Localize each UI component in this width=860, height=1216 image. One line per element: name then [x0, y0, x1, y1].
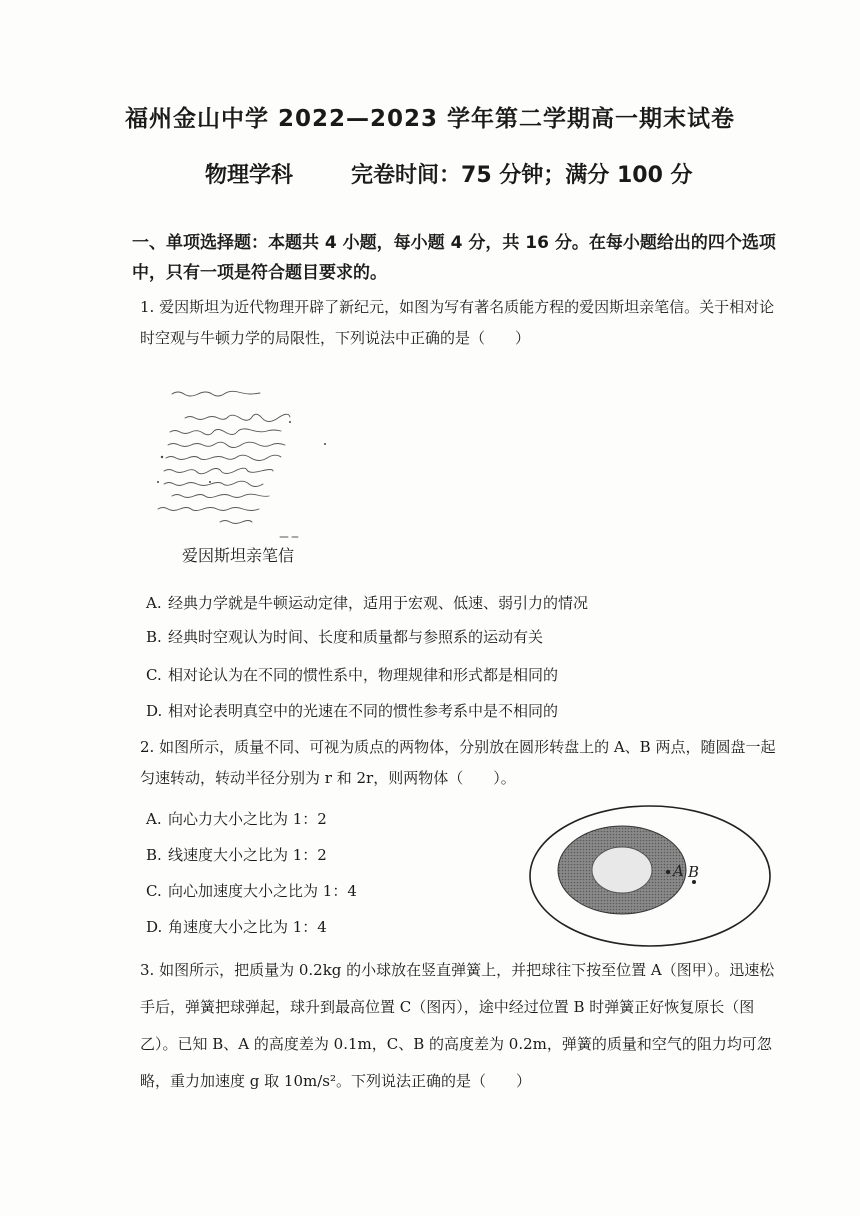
- q1-option-b: [146, 626, 543, 647]
- q2-option-d: [146, 916, 327, 937]
- option-text: 经典力学就是牛顿运动定律，适用于宏观、低速、弱引力的情况: [168, 594, 589, 612]
- option-text: 角速度大小之比为 1：4: [168, 918, 327, 936]
- point-b-label: B: [688, 863, 700, 881]
- exam-subtitle: [205, 158, 725, 189]
- subject-label: 物理学科: [205, 163, 294, 188]
- option-text: 相对论认为在不同的惯性系中，物理规律和形式都是相同的: [168, 666, 559, 684]
- option-text: 线速度大小之比为 1：2: [168, 846, 327, 864]
- option-text: 相对论表明真空中的光速在不同的惯性参考系中是不相同的: [168, 702, 559, 720]
- question-3-stem: 3. 如图所示，把质量为 0.2kg 的小球放在竖直弹簧上，并把球往下按至位置 A（图甲）。迅速松手后，弹簧把球弹起，球升到最高位置 C（图丙），途中经过位置 B 时弹簧正好恢复原长（图乙）。已知 B、A 的高度差为 0.1m，C、B 的高度差为 0.2m，弹簧的质量和空气的阻力均可忽略，重力加速度 g 取 10m/s²。下列说法正确的是（ ）: [140, 961, 775, 1090]
- option-text: 向心力大小之比为 1：2: [168, 810, 327, 828]
- q2-option-c: [146, 880, 357, 901]
- exam-title: 福州金山中学 2022—2023 学年第二学期高一期末试卷: [124, 106, 736, 132]
- option-label: A.: [146, 810, 162, 828]
- option-text: 经典时空观认为时间、长度和质量都与参照系的运动有关: [168, 628, 544, 646]
- option-label: B.: [146, 628, 162, 646]
- option-label: A.: [146, 594, 162, 612]
- option-label: D.: [146, 702, 163, 720]
- q1-option-a: [146, 592, 588, 613]
- question-2-stem: 2. 如图所示，质量不同、可视为质点的两物体，分别放在圆形转盘上的 A、B 两点，随圆盘一起匀速转动，转动半径分别为 r 和 2r，则两物体（ ）。: [140, 738, 776, 787]
- time-score-label: 完卷时间：75 分钟；满分 100 分: [351, 163, 693, 188]
- question-1-stem: 1. 爱因斯坦为近代物理开辟了新纪元，如图为写有著名质能方程的爱因斯坦亲笔信。关于相对论时空观与牛顿力学的局限性，下列说法中正确的是（ ）: [140, 298, 775, 347]
- option-label: D.: [146, 918, 163, 936]
- q2-option-b: [146, 844, 327, 865]
- option-label: B.: [146, 846, 162, 864]
- turntable-diagram: [528, 803, 778, 949]
- point-a-label: A: [673, 862, 684, 880]
- q1-option-d: [146, 700, 558, 721]
- option-text: 向心加速度大小之比为 1：4: [168, 882, 357, 900]
- q1-option-c: [146, 664, 558, 685]
- disc-center: [592, 847, 652, 893]
- section-heading: 一、单项选择题：本题共 4 小题，每小题 4 分，共 16 分。在每小题给出的四个选项中，只有一项是符合题目要求的。: [132, 233, 776, 283]
- letter-caption: 爱因斯坦亲笔信: [182, 546, 295, 565]
- point-a-marker: [666, 870, 670, 874]
- q2-option-a: [146, 808, 327, 829]
- option-label: C.: [146, 882, 162, 900]
- option-label: C.: [146, 666, 162, 684]
- einstein-letter-image: [150, 382, 350, 542]
